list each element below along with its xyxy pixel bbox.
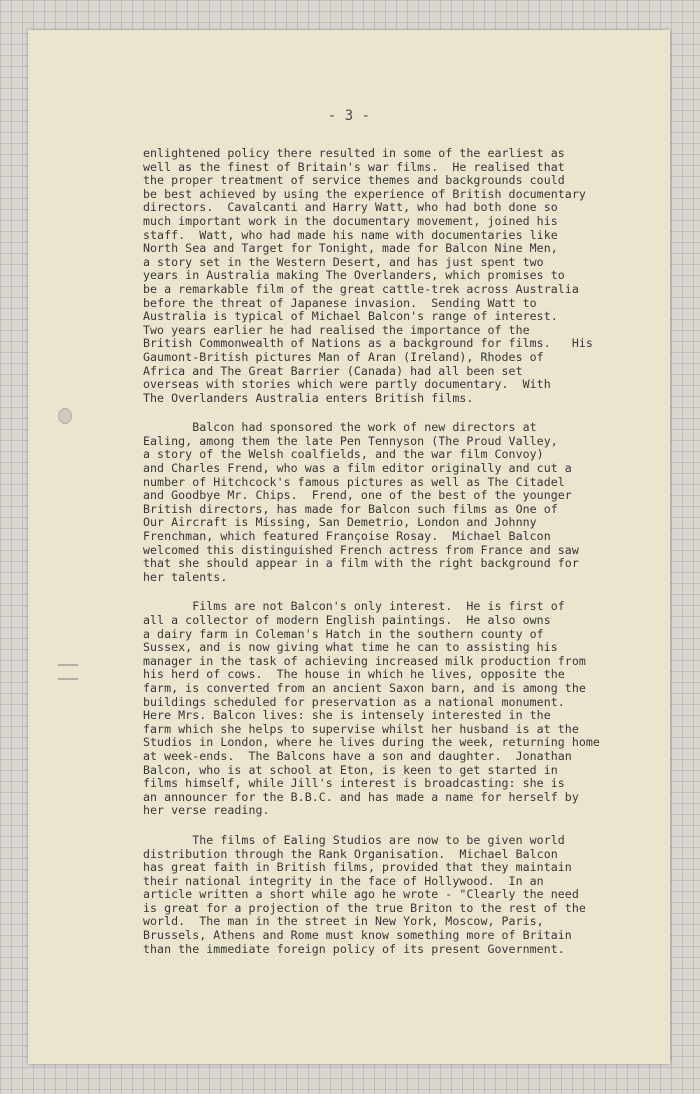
- text-line: staff. Watt, who had made his name with documentaries like: [143, 227, 558, 242]
- text-line: a dairy farm in Coleman's Hatch in the southern county of: [143, 626, 544, 641]
- text-line: his herd of cows. The house in which he lives, opposite the: [143, 667, 565, 682]
- text-line: farm which she helps to supervise whilst her husband is at the: [143, 721, 579, 736]
- text-line: British directors, has made for Balcon such films as One of: [143, 501, 558, 516]
- text-line: enlightened policy there resulted in some of the earliest as: [143, 146, 565, 160]
- text-line: welcomed this distinguished French actress from France and saw: [143, 542, 579, 557]
- document-body: [143, 147, 663, 956]
- text-line: Our Aircraft is Missing, San Demetrio, London and Johnny: [143, 515, 537, 530]
- text-line: and Charles Frend, who was a film editor originally and cut a: [143, 461, 572, 476]
- text-line: Frenchman, which featured Françoise Rosay. Michael Balcon: [143, 529, 551, 544]
- punch-hole: [58, 408, 72, 424]
- paragraph-gap: [143, 584, 663, 600]
- text-line: distribution through the Rank Organisation. Michael Balcon: [143, 846, 558, 861]
- text-line: Australia is typical of Michael Balcon's range of interest.: [143, 309, 558, 324]
- text-line: The Overlanders Australia enters British films.: [143, 390, 474, 405]
- text-line: Gaumont-British pictures Man of Aran (Ireland), Rhodes of: [143, 349, 544, 364]
- text-line: is great for a projection of the true Briton to the rest of the: [143, 900, 586, 915]
- text-line: Ealing, among them the late Pen Tennyson (The Proud Valley,: [143, 433, 558, 448]
- text-line: films himself, while Jill's interest is broadcasting: she is: [143, 776, 565, 791]
- text-line: The films of Ealing Studios are now to be given world: [143, 832, 565, 847]
- text-line: and Goodbye Mr. Chips. Frend, one of the best of the younger: [143, 488, 572, 503]
- text-line: their national integrity in the face of Hollywood. In an: [143, 873, 544, 888]
- text-line: before the threat of Japanese invasion. Sending Watt to: [143, 295, 537, 310]
- text-line: be best achieved by using the experience of British documentary: [143, 186, 586, 201]
- text-line: that she should appear in a film with the right background for: [143, 556, 579, 571]
- text-line: North Sea and Target for Tonight, made for Balcon Nine Men,: [143, 241, 558, 256]
- page-number: - 3 -: [327, 108, 371, 124]
- paragraph: [143, 421, 663, 584]
- paper-clip-mark: [58, 664, 78, 680]
- paragraph: [143, 834, 663, 956]
- text-line: Balcon, who is at school at Eton, is keen to get started in: [143, 762, 558, 777]
- text-line: Films are not Balcon's only interest. He is first of: [143, 599, 565, 614]
- text-line: than the immediate foreign policy of its present Government.: [143, 941, 565, 956]
- text-line: Africa and The Great Barrier (Canada) had all been set: [143, 363, 523, 378]
- text-line: manager in the task of achieving increased milk production from: [143, 653, 586, 668]
- paragraph-gap: [143, 818, 663, 834]
- text-line: has great faith in British films, provided that they maintain: [143, 860, 572, 875]
- text-line: all a collector of modern English paintings. He also owns: [143, 613, 551, 627]
- text-line: years in Australia making The Overlanders, which promises to: [143, 268, 565, 283]
- text-line: article written a short while ago he wrote - "Clearly the need: [143, 887, 579, 902]
- text-line: Sussex, and is now giving what time he can to assisting his: [143, 640, 558, 655]
- text-line: at week-ends. The Balcons have a son and daughter. Jonathan: [143, 748, 572, 763]
- paragraph-gap: [143, 405, 663, 421]
- paragraph: [143, 600, 663, 818]
- text-line: overseas with stories which were partly documentary. With: [143, 377, 551, 392]
- text-line: world. The man in the street in New York, Moscow, Paris,: [143, 914, 544, 929]
- text-line: Here Mrs. Balcon lives: she is intensely interested in the: [143, 708, 551, 723]
- text-line: Brussels, Athens and Rome must know something more of Britain: [143, 928, 572, 943]
- text-line: a story of the Welsh coalfields, and the war film Convoy): [143, 447, 544, 462]
- text-line: her talents.: [143, 569, 228, 584]
- text-line: number of Hitchcock's famous pictures as well as The Citadel: [143, 474, 565, 489]
- text-line: the proper treatment of service themes and backgrounds could: [143, 173, 565, 188]
- text-line: her verse reading.: [143, 803, 270, 818]
- text-line: farm, is converted from an ancient Saxon barn, and is among the: [143, 680, 586, 695]
- text-line: an announcer for the B.B.C. and has made a name for herself by: [143, 789, 579, 804]
- paragraph: [143, 147, 663, 405]
- text-line: British Commonwealth of Nations as a background for films. His: [143, 336, 593, 351]
- text-line: Studios in London, where he lives during the week, returning home: [143, 735, 600, 750]
- text-line: buildings scheduled for preservation as a national monument.: [143, 694, 565, 709]
- text-line: a story set in the Western Desert, and has just spent two: [143, 254, 544, 269]
- text-line: well as the finest of Britain's war films. He realised that: [143, 159, 565, 174]
- text-line: be a remarkable film of the great cattle-trek across Australia: [143, 281, 579, 296]
- text-line: directors. Cavalcanti and Harry Watt, who had both done so: [143, 200, 558, 215]
- text-line: much important work in the documentary movement, joined his: [143, 213, 558, 228]
- document-page: [28, 30, 670, 1064]
- text-line: Balcon had sponsored the work of new directors at: [143, 420, 537, 435]
- text-line: Two years earlier he had realised the importance of the: [143, 322, 530, 337]
